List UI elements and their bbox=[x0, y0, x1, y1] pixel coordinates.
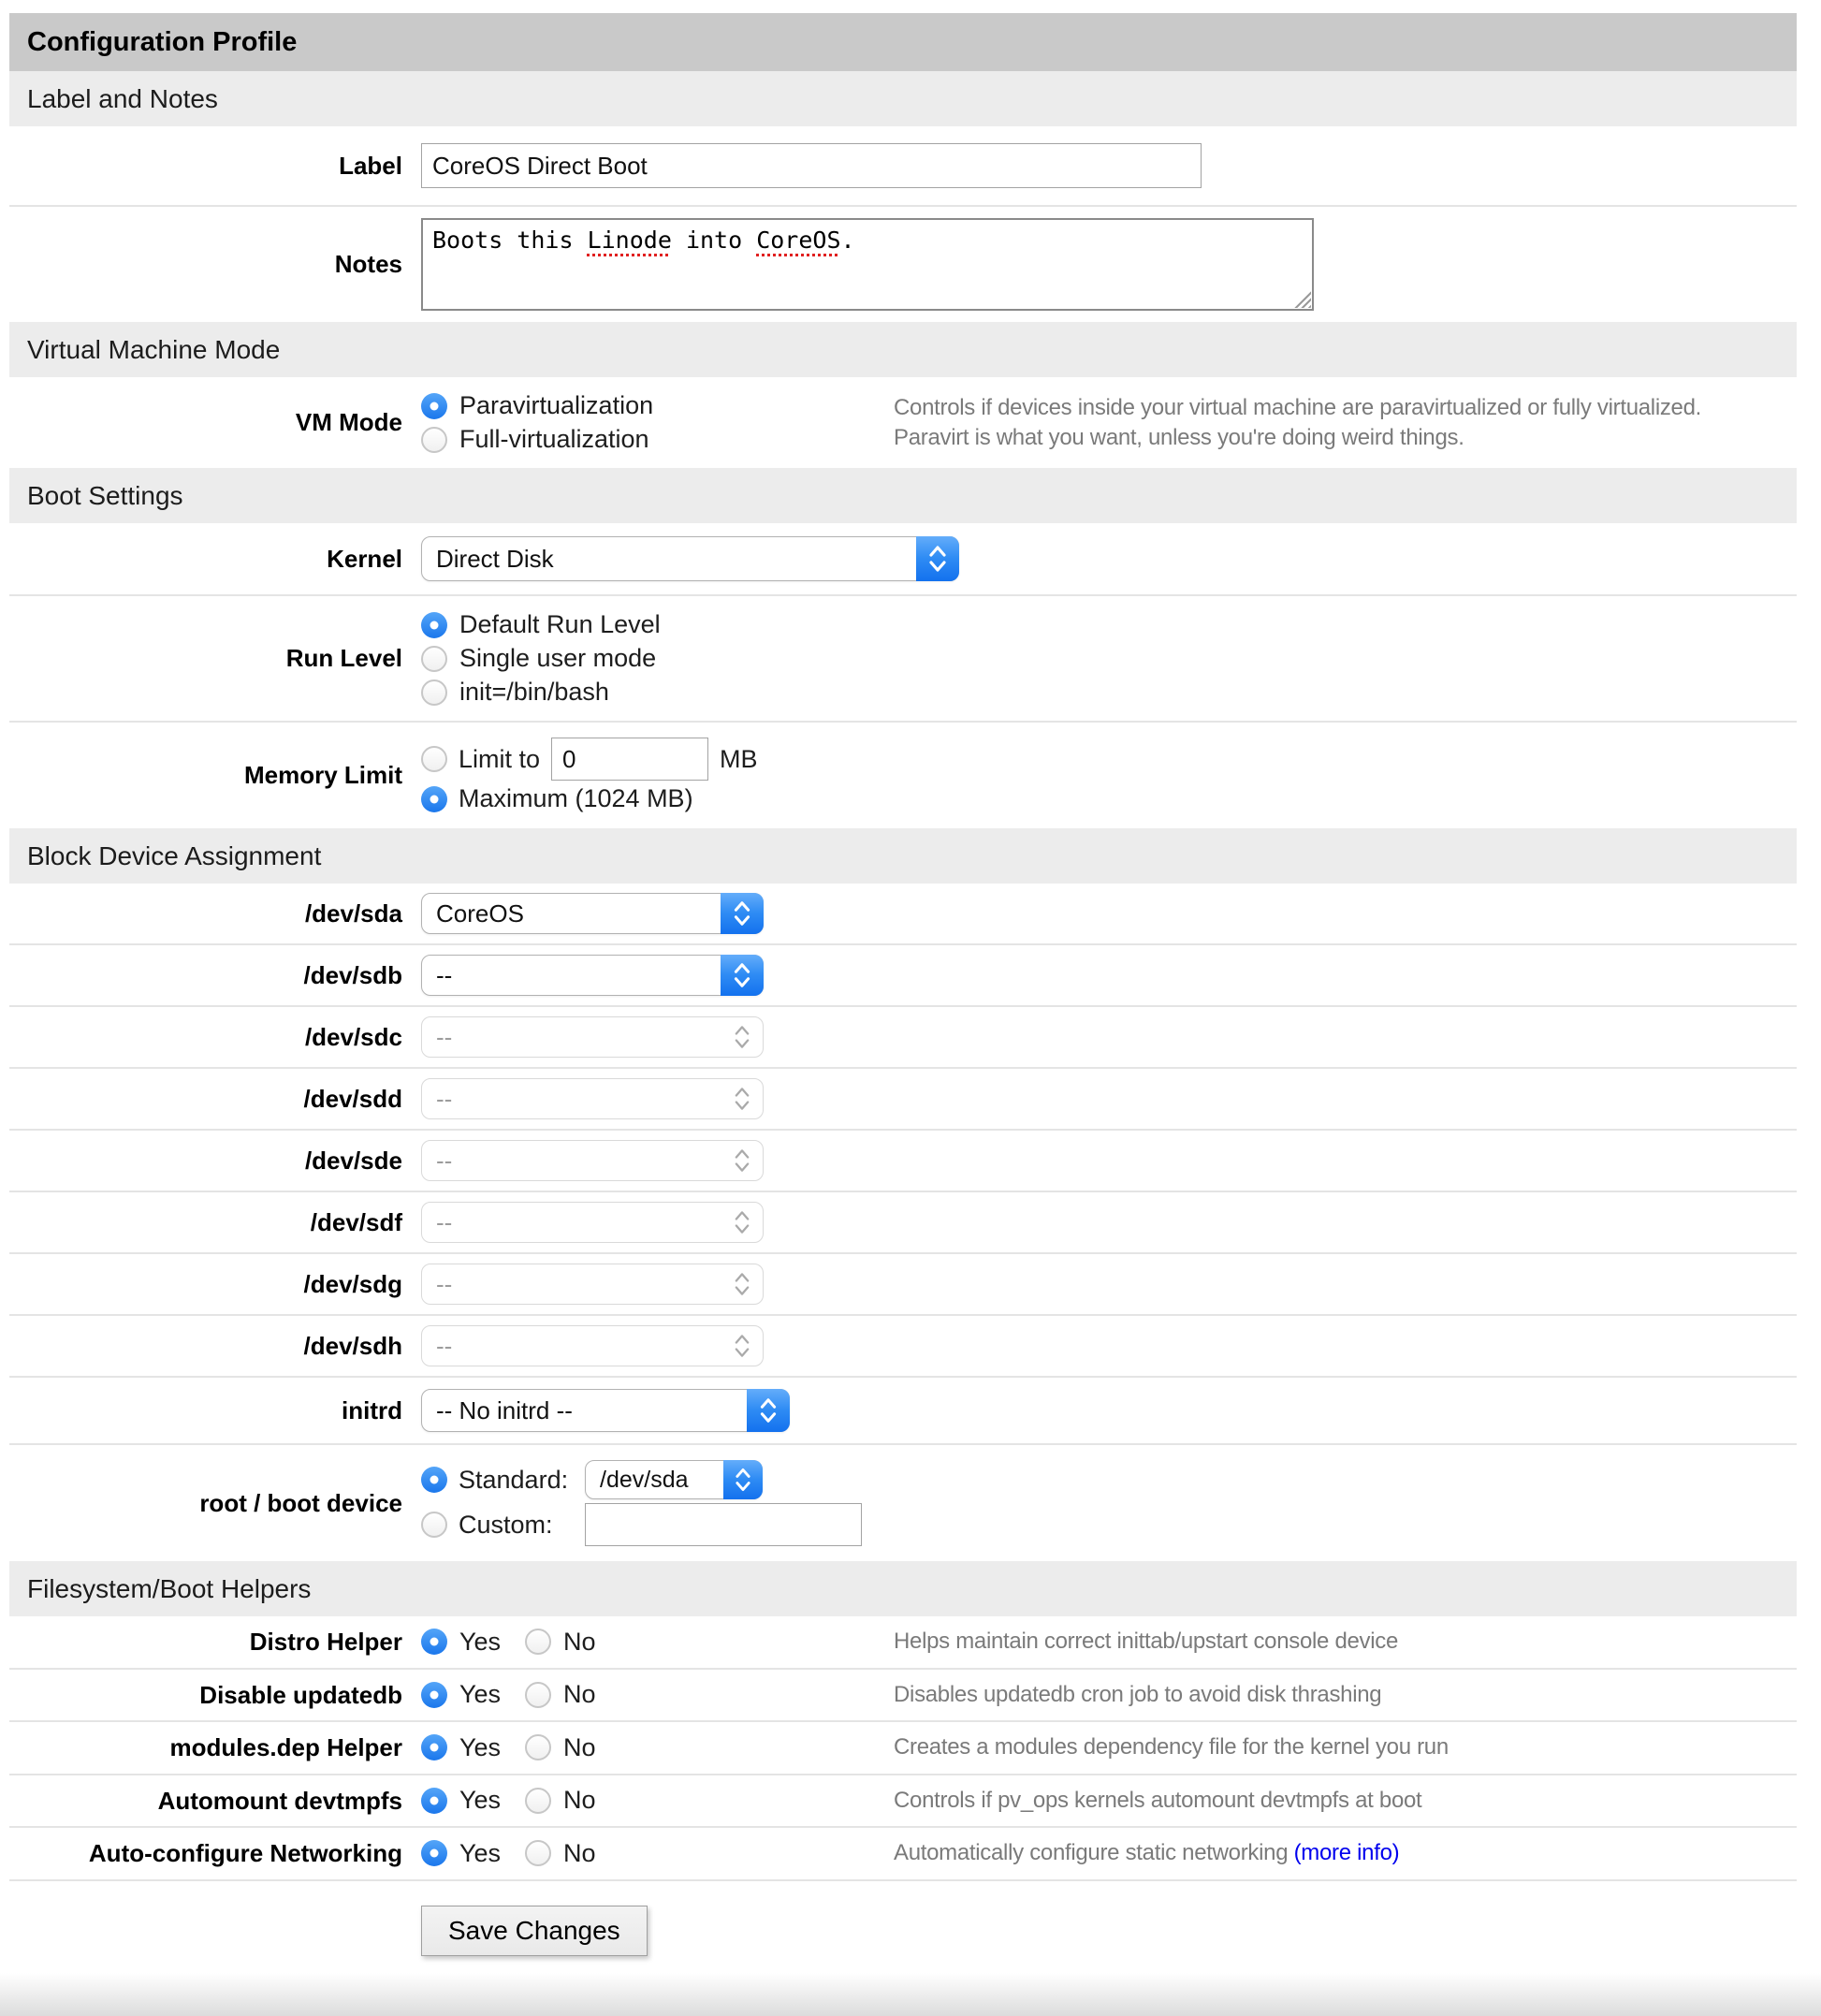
dev-sdd-select bbox=[421, 1078, 764, 1119]
automount-devtmpfs-no-radio[interactable] bbox=[525, 1788, 551, 1814]
auto-configure-networking-help bbox=[894, 1838, 1399, 1868]
distro-helper-no-option[interactable] bbox=[525, 1628, 596, 1657]
chevron-up-down-icon bbox=[733, 1208, 751, 1236]
automount-devtmpfs-label: Automount devtmpfs bbox=[157, 1786, 402, 1815]
dev-sdg-row bbox=[9, 1252, 1797, 1314]
yes-option-label: Yes bbox=[459, 1732, 502, 1761]
modules-dep-helper-row bbox=[9, 1720, 1797, 1774]
notes-text: Boots this bbox=[432, 226, 588, 254]
dev-sdh-row bbox=[9, 1314, 1797, 1376]
chevron-up-down-icon bbox=[733, 1023, 751, 1051]
dev-sde-row bbox=[9, 1129, 1797, 1191]
memory-limit-input[interactable] bbox=[551, 738, 708, 781]
modules-dep-helper-label: modules.dep Helper bbox=[169, 1733, 402, 1761]
yes-option-label: Yes bbox=[459, 1786, 502, 1815]
root-standard-option[interactable] bbox=[421, 1460, 862, 1499]
notes-field-label: Notes bbox=[334, 250, 402, 279]
auto-configure-networking-no-option[interactable] bbox=[525, 1839, 596, 1868]
dev-sdc-select-value: -- bbox=[436, 1022, 453, 1051]
auto-configure-networking-yes-radio[interactable] bbox=[421, 1840, 447, 1866]
dev-sdf-label: /dev/sdf bbox=[310, 1207, 402, 1236]
dev-sdb-label: /dev/sdb bbox=[303, 960, 402, 989]
auto-configure-networking-yes-option[interactable] bbox=[421, 1839, 501, 1868]
distro-helper-no-radio[interactable] bbox=[525, 1629, 551, 1655]
dev-sdd-select-value: -- bbox=[436, 1084, 453, 1113]
vm-mode-help-line: Paravirt is what you want, unless you're doing weird things. bbox=[894, 424, 1464, 450]
default-run-level-option-label: Default Run Level bbox=[459, 610, 661, 638]
select-stepper bbox=[723, 1460, 763, 1499]
full-virtualization-option-label: Full-virtualization bbox=[459, 425, 649, 453]
dev-sdb-row bbox=[9, 943, 1797, 1005]
auto-configure-networking-row bbox=[9, 1826, 1797, 1879]
modules-dep-helper-no-option[interactable] bbox=[525, 1733, 596, 1762]
section-heading-filesystem-boot-helpers: Filesystem/Boot Helpers bbox=[9, 1561, 1797, 1616]
select-stepper bbox=[916, 536, 959, 581]
distro-helper-yes-option[interactable] bbox=[421, 1628, 501, 1657]
root-standard-option-label: Standard: bbox=[459, 1465, 569, 1494]
single-user-mode-option[interactable] bbox=[421, 644, 661, 673]
notes-text: . bbox=[840, 226, 855, 254]
root-standard-select[interactable] bbox=[585, 1460, 763, 1499]
root-custom-option-label: Custom: bbox=[459, 1510, 553, 1539]
dev-sdg-label: /dev/sdg bbox=[303, 1269, 402, 1298]
resize-handle-icon[interactable] bbox=[1294, 291, 1311, 308]
select-stepper bbox=[721, 893, 764, 934]
no-option-label: No bbox=[563, 1786, 596, 1815]
footer bbox=[9, 1879, 1797, 1956]
more-info-link[interactable]: (more info) bbox=[1293, 1840, 1400, 1866]
distro-helper-yes-radio[interactable] bbox=[421, 1629, 447, 1655]
disable-updatedb-no-option[interactable] bbox=[525, 1680, 596, 1709]
dev-sdg-select-value: -- bbox=[436, 1269, 453, 1298]
init-bin-bash-option[interactable] bbox=[421, 678, 661, 707]
root-custom-radio[interactable] bbox=[421, 1512, 447, 1538]
paravirtualization-option[interactable] bbox=[421, 391, 894, 420]
disable-updatedb-row bbox=[9, 1668, 1797, 1721]
dev-sdf-row bbox=[9, 1191, 1797, 1252]
disable-updatedb-help: Disables updatedb cron job to avoid disk thrashing bbox=[894, 1681, 1382, 1707]
automount-devtmpfs-help: Controls if pv_ops kernels automount devtmpfs at boot bbox=[894, 1787, 1422, 1813]
automount-devtmpfs-yes-radio[interactable] bbox=[421, 1788, 447, 1814]
kernel-select[interactable] bbox=[421, 536, 959, 581]
kernel-label: Kernel bbox=[327, 544, 402, 573]
dev-sdh-select-value: -- bbox=[436, 1331, 453, 1360]
full-virtualization-radio[interactable] bbox=[421, 427, 447, 453]
vm-mode-label: VM Mode bbox=[295, 408, 402, 437]
initrd-select[interactable] bbox=[421, 1389, 790, 1432]
single-user-mode-radio[interactable] bbox=[421, 646, 447, 672]
paravirtualization-option-label: Paravirtualization bbox=[459, 391, 654, 419]
select-stepper bbox=[747, 1389, 790, 1432]
distro-helper-row bbox=[9, 1616, 1797, 1668]
disable-updatedb-yes-option[interactable] bbox=[421, 1680, 501, 1709]
root-custom-option[interactable] bbox=[421, 1503, 862, 1546]
section-heading-boot-settings: Boot Settings bbox=[9, 468, 1797, 523]
dev-sdb-select-value: -- bbox=[436, 960, 453, 989]
page-title: Configuration Profile bbox=[9, 13, 1797, 71]
notes-misspelled-word: CoreOS bbox=[756, 226, 841, 254]
paravirtualization-radio[interactable] bbox=[421, 393, 447, 419]
memory-maximum-radio[interactable] bbox=[421, 786, 447, 812]
dev-sdd-row bbox=[9, 1067, 1797, 1129]
dev-sdh-select bbox=[421, 1325, 764, 1366]
label-input[interactable] bbox=[421, 143, 1202, 188]
label-row bbox=[9, 126, 1797, 205]
chevron-up-down-icon bbox=[758, 1395, 779, 1425]
select-stepper bbox=[721, 955, 764, 996]
select-stepper bbox=[721, 1016, 764, 1058]
chevron-up-down-icon bbox=[733, 1147, 751, 1175]
yes-option-label: Yes bbox=[459, 1680, 502, 1709]
dev-sda-row bbox=[9, 884, 1797, 943]
kernel-select-value: Direct Disk bbox=[436, 544, 554, 573]
dev-sdg-select bbox=[421, 1264, 764, 1305]
select-stepper bbox=[721, 1264, 764, 1305]
notes-misspelled-word: Linode bbox=[587, 226, 672, 254]
chevron-up-down-icon bbox=[733, 1085, 751, 1113]
disable-updatedb-yes-radio[interactable] bbox=[421, 1682, 447, 1708]
auto-configure-networking-label: Auto-configure Networking bbox=[88, 1839, 402, 1867]
chevron-up-down-icon bbox=[733, 1270, 751, 1298]
label-field-label: Label bbox=[339, 151, 402, 180]
select-stepper bbox=[721, 1140, 764, 1181]
yes-option-label: Yes bbox=[459, 1627, 502, 1656]
dev-sdf-select-value: -- bbox=[436, 1207, 453, 1236]
section-heading-block-device-assignment: Block Device Assignment bbox=[9, 828, 1797, 884]
run-level-row bbox=[9, 594, 1797, 721]
distro-helper-label: Distro Helper bbox=[249, 1628, 402, 1656]
notes-row bbox=[9, 205, 1797, 322]
dev-sde-select bbox=[421, 1140, 764, 1181]
dev-sdh-label: /dev/sdh bbox=[303, 1331, 402, 1360]
run-level-label: Run Level bbox=[285, 644, 402, 673]
disable-updatedb-no-radio[interactable] bbox=[525, 1682, 551, 1708]
vm-mode-help bbox=[894, 393, 1701, 452]
select-stepper bbox=[721, 1078, 764, 1119]
memory-limit-label: Memory Limit bbox=[243, 761, 402, 790]
distro-helper-help: Helps maintain correct inittab/upstart console device bbox=[894, 1629, 1399, 1655]
dev-sdc-label: /dev/sdc bbox=[304, 1022, 402, 1051]
disable-updatedb-label: Disable updatedb bbox=[199, 1680, 402, 1709]
memory-maximum-option-label: Maximum (1024 MB) bbox=[459, 784, 693, 812]
auto-configure-networking-help-text: Automatically configure static networking bbox=[894, 1840, 1294, 1866]
dev-sdc-row bbox=[9, 1005, 1797, 1067]
memory-unit-label: MB bbox=[720, 744, 758, 773]
section-heading-virtual-machine-mode: Virtual Machine Mode bbox=[9, 322, 1797, 377]
automount-devtmpfs-yes-option[interactable] bbox=[421, 1786, 501, 1815]
notes-textarea[interactable] bbox=[421, 218, 1314, 311]
root-boot-device-label: root / boot device bbox=[199, 1488, 402, 1517]
memory-limit-to-option[interactable] bbox=[421, 738, 758, 781]
kernel-row bbox=[9, 523, 1797, 594]
default-run-level-radio[interactable] bbox=[421, 612, 447, 638]
chevron-up-down-icon bbox=[733, 1332, 751, 1360]
root-standard-radio[interactable] bbox=[421, 1467, 447, 1493]
memory-limit-to-option-label: Limit to bbox=[459, 744, 541, 773]
full-virtualization-option[interactable] bbox=[421, 425, 894, 454]
section-heading-label-and-notes: Label and Notes bbox=[9, 71, 1797, 126]
notes-text: into bbox=[671, 226, 757, 254]
initrd-row bbox=[9, 1376, 1797, 1443]
no-option-label: No bbox=[563, 1680, 596, 1709]
init-bin-bash-option-label: init=/bin/bash bbox=[459, 678, 609, 706]
no-option-label: No bbox=[563, 1838, 596, 1867]
memory-maximum-option[interactable] bbox=[421, 784, 758, 813]
select-stepper bbox=[721, 1202, 764, 1243]
chevron-up-down-icon bbox=[732, 960, 752, 990]
save-changes-button[interactable]: Save Changes bbox=[421, 1906, 648, 1956]
dev-sda-select-value: CoreOS bbox=[436, 898, 524, 928]
dev-sde-label: /dev/sde bbox=[304, 1146, 402, 1175]
dev-sdf-select bbox=[421, 1202, 764, 1243]
root-boot-device-row bbox=[9, 1443, 1797, 1561]
dev-sdc-select bbox=[421, 1016, 764, 1058]
initrd-select-value: -- No initrd -- bbox=[436, 1395, 573, 1424]
init-bin-bash-radio[interactable] bbox=[421, 679, 447, 706]
no-option-label: No bbox=[563, 1627, 596, 1656]
default-run-level-option[interactable] bbox=[421, 610, 661, 639]
vm-mode-help-line: Controls if devices inside your virtual machine are paravirtualized or fully virtualized. bbox=[894, 394, 1702, 420]
yes-option-label: Yes bbox=[459, 1838, 502, 1867]
dev-sdb-select[interactable] bbox=[421, 955, 764, 996]
memory-limit-row bbox=[9, 721, 1797, 828]
root-custom-input[interactable] bbox=[585, 1503, 862, 1546]
memory-limit-to-radio[interactable] bbox=[421, 746, 447, 772]
chevron-up-down-icon bbox=[927, 543, 948, 575]
dev-sdd-label: /dev/sdd bbox=[303, 1084, 402, 1113]
modules-dep-helper-yes-radio[interactable] bbox=[421, 1734, 447, 1760]
root-standard-select-value: /dev/sda bbox=[600, 1466, 689, 1493]
single-user-mode-option-label: Single user mode bbox=[459, 644, 657, 672]
modules-dep-helper-yes-option[interactable] bbox=[421, 1733, 501, 1762]
bottom-gradient bbox=[0, 1973, 1821, 2016]
select-stepper bbox=[721, 1325, 764, 1366]
dev-sda-label: /dev/sda bbox=[304, 898, 402, 928]
chevron-up-down-icon bbox=[732, 898, 752, 928]
automount-devtmpfs-no-option[interactable] bbox=[525, 1786, 596, 1815]
initrd-label: initrd bbox=[342, 1395, 402, 1424]
dev-sda-select[interactable] bbox=[421, 893, 764, 934]
automount-devtmpfs-row bbox=[9, 1774, 1797, 1827]
auto-configure-networking-no-radio[interactable] bbox=[525, 1840, 551, 1866]
vm-mode-row bbox=[9, 377, 1797, 468]
modules-dep-helper-help: Creates a modules dependency file for the kernel you run bbox=[894, 1734, 1449, 1760]
modules-dep-helper-no-radio[interactable] bbox=[525, 1734, 551, 1760]
dev-sde-select-value: -- bbox=[436, 1146, 453, 1175]
chevron-up-down-icon bbox=[734, 1466, 752, 1494]
no-option-label: No bbox=[563, 1732, 596, 1761]
